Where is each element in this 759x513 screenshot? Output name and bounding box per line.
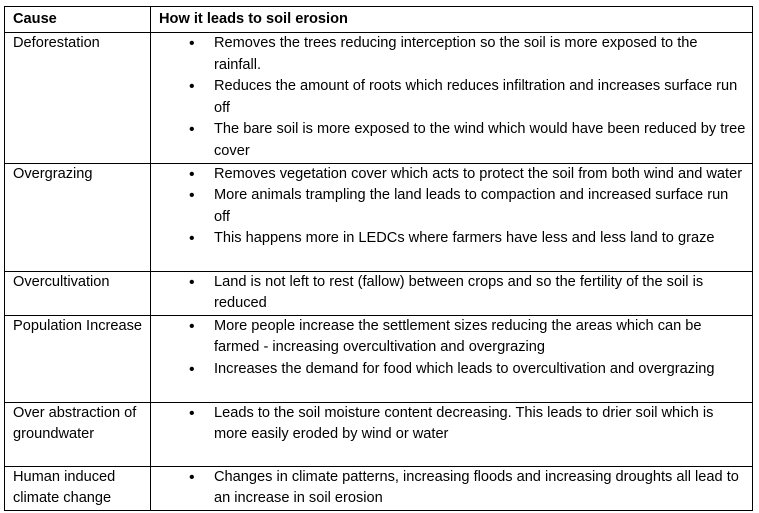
points-cell bbox=[151, 271, 753, 315]
table-row bbox=[5, 271, 753, 315]
list-item: • Increases the demand for food which leads to overcultivation and overgrazing bbox=[159, 359, 746, 381]
list-item: • The bare soil is more exposed to the wind which would have been reduced by tree cover bbox=[159, 119, 746, 162]
table-row bbox=[5, 315, 753, 402]
points-cell bbox=[151, 33, 753, 164]
bullet-list bbox=[159, 272, 746, 315]
header-cause: Cause bbox=[5, 7, 151, 33]
bullet-list bbox=[159, 33, 746, 163]
cause-cell: Human induced climate change bbox=[5, 466, 151, 510]
bullet-list bbox=[159, 316, 746, 381]
list-item: • Changes in climate patterns, increasing floods and increasing droughts all lead to an increase in soil erosion bbox=[159, 467, 746, 510]
table-row bbox=[5, 466, 753, 510]
points-cell bbox=[151, 315, 753, 402]
bullet-list bbox=[159, 164, 746, 250]
table-row bbox=[5, 402, 753, 466]
list-item: • Removes the trees reducing interception so the soil is more exposed to the rainfall. bbox=[159, 33, 746, 76]
table-row bbox=[5, 163, 753, 271]
points-cell bbox=[151, 163, 753, 271]
table-row bbox=[5, 33, 753, 164]
list-item: • Leads to the soil moisture content decreasing. This leads to drier soil which is more easily eroded by wind or water bbox=[159, 403, 746, 446]
cause-cell: Over abstraction of groundwater bbox=[5, 402, 151, 466]
list-item: • This happens more in LEDCs where farmers have less and less land to graze bbox=[159, 228, 746, 250]
header-row bbox=[5, 7, 753, 33]
points-cell bbox=[151, 402, 753, 466]
list-item: • More people increase the settlement sizes reducing the areas which can be farmed - increasing overcultivation and overgrazing bbox=[159, 316, 746, 359]
list-item: • Removes vegetation cover which acts to protect the soil from both wind and water bbox=[159, 164, 746, 186]
list-item: • More animals trampling the land leads to compaction and increased surface run off bbox=[159, 185, 746, 228]
bullet-list bbox=[159, 403, 746, 446]
points-cell bbox=[151, 466, 753, 510]
bullet-list bbox=[159, 467, 746, 510]
cause-cell: Overgrazing bbox=[5, 163, 151, 271]
cause-cell: Deforestation bbox=[5, 33, 151, 164]
list-item: • Land is not left to rest (fallow) between crops and so the fertility of the soil is reduced bbox=[159, 272, 746, 315]
header-how: How it leads to soil erosion bbox=[151, 7, 753, 33]
cause-cell: Overcultivation bbox=[5, 271, 151, 315]
list-item: • Reduces the amount of roots which reduces infiltration and increases surface run off bbox=[159, 76, 746, 119]
soil-erosion-table bbox=[4, 6, 753, 511]
cause-cell: Population Increase bbox=[5, 315, 151, 402]
